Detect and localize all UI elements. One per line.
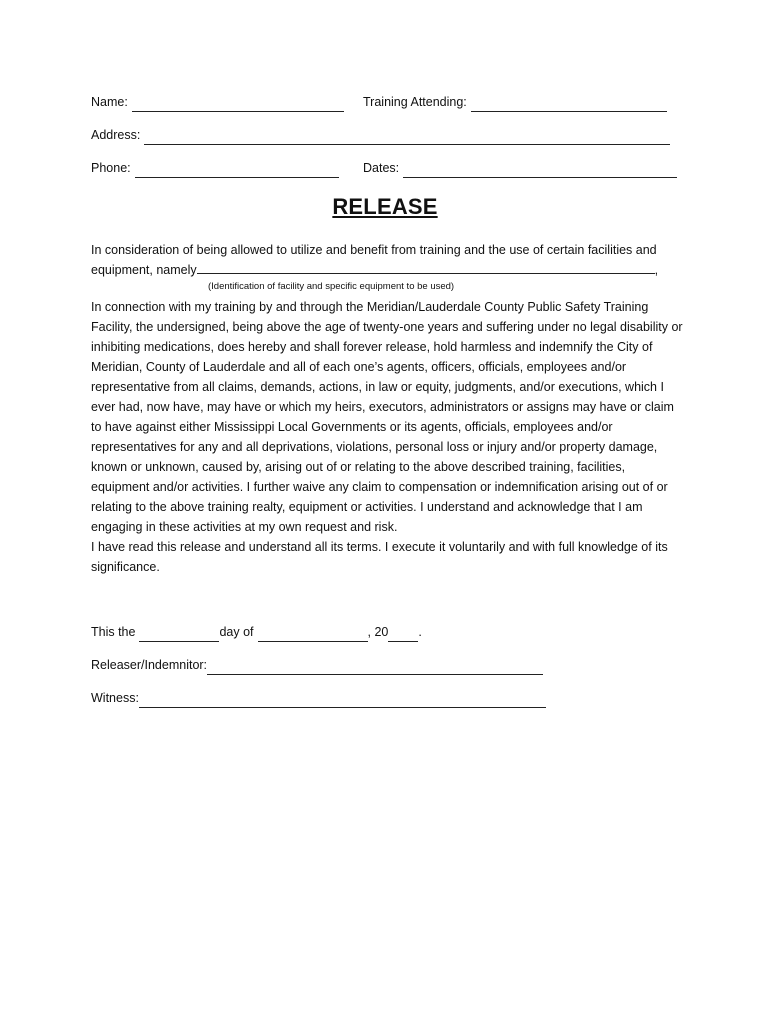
year-prefix-label: , 20	[367, 625, 389, 639]
releaser-signature-field[interactable]	[207, 659, 543, 675]
witness-row	[91, 688, 546, 708]
phone-row	[91, 158, 339, 178]
witness-signature-field[interactable]	[139, 692, 546, 708]
releaser-row	[91, 655, 543, 675]
training-attending-label: Training Attending:	[363, 95, 467, 109]
address-label: Address:	[91, 128, 141, 142]
witness-label: Witness:	[91, 691, 139, 705]
intro-line-2	[91, 260, 683, 280]
address-row	[91, 125, 670, 145]
day-of-label: day of	[219, 625, 254, 639]
year-field[interactable]	[388, 626, 418, 642]
training-row	[363, 92, 667, 112]
day-field[interactable]	[139, 626, 219, 642]
name-label: Name:	[91, 95, 128, 109]
month-field[interactable]	[258, 626, 368, 642]
dates-field[interactable]	[403, 162, 677, 178]
acknowledgement-paragraph: I have read this release and understand all its terms. I execute it voluntarily and with full knowledge of its significance.	[91, 540, 668, 574]
release-body-paragraph: In connection with my training by and through the Meridian/Lauderdale County Public Safety Training Facility, the undersigned, being above the age of twenty-one years and suffering under no legal disability or inhibiting medications, does hereby and shall forever release, hold harmless and indemnify the City of Meridian, County of Lauderdale and all of each one’s agents, officers, officials, employees and/or representative from all claims, demands, actions, in law or equity, judgments, and/or executions, which I ever had, now have, may have or which my heirs, executors, administrators or assigns may have or claim to have against either Mississippi Local Governments or its agents, officials, employees and/or representatives for any and all deprivations, violations, personal loss or injury and/or property damage, known or unknown, caused by, arising out of or relating to the above described training, facilities, equipment and/or activities. I further waive any claim to compensation or indemnification arising out of or relating to the above training realty, equipment or activities. I understand and acknowledge that I am engaging in these activities at my own request and risk.	[91, 300, 683, 534]
equipment-field[interactable]	[197, 260, 655, 274]
this-the-label: This the	[91, 625, 136, 639]
releaser-label: Releaser/Indemnitor:	[91, 658, 208, 672]
name-field[interactable]	[132, 96, 344, 112]
year-suffix-label: .	[418, 625, 422, 639]
intro-equipment-suffix: ,	[654, 263, 659, 277]
name-row	[91, 92, 344, 112]
phone-field[interactable]	[135, 162, 339, 178]
intro-line-1: In consideration of being allowed to utilize and benefit from training and the use of certain facilities and	[91, 243, 657, 257]
equipment-caption: (Identification of facility and specific equipment to be used)	[208, 281, 455, 292]
date-line-row	[91, 622, 422, 642]
training-attending-field[interactable]	[471, 96, 667, 112]
intro-paragraph	[91, 240, 683, 280]
address-field[interactable]	[144, 129, 670, 145]
phone-label: Phone:	[91, 161, 131, 175]
dates-row	[363, 158, 677, 178]
dates-label: Dates:	[363, 161, 400, 175]
release-title: RELEASE	[332, 194, 438, 219]
intro-equipment-prefix: equipment, namely	[91, 263, 197, 277]
